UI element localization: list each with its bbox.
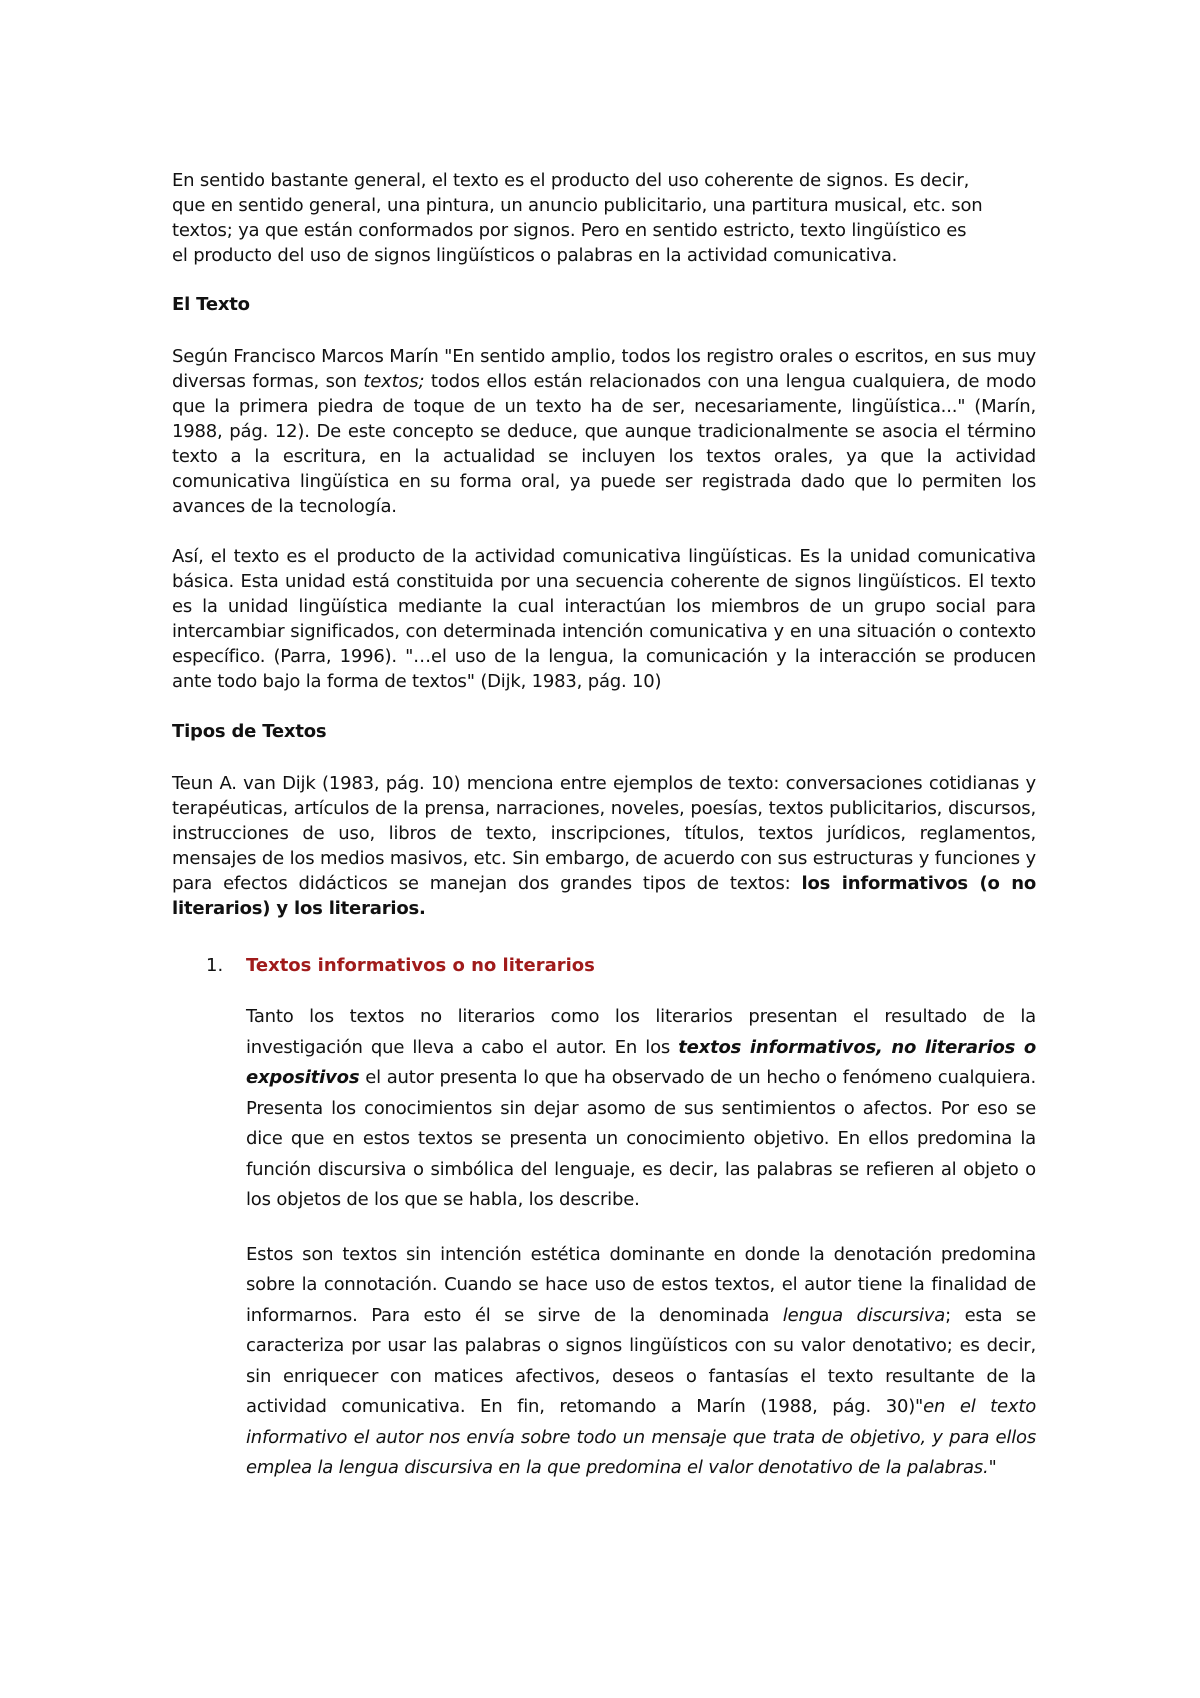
informativos-paragraph-2 xyxy=(246,1240,1036,1484)
heading-tipos-de-textos: Tipos de Textos xyxy=(172,721,327,742)
document-page xyxy=(172,168,1036,1484)
intro-paragraph xyxy=(172,168,1036,268)
list-number: 1. xyxy=(206,955,224,976)
marin-text-a: Según Francisco Marcos Marín "En sentido amplio, todos los registro orales o escritos, en sus muy diversas formas, son xyxy=(172,346,1036,392)
informativos-1-a: Tanto los textos no literarios como los literarios presentan el resultado de la investigación que lleva a cabo el autor. En los xyxy=(246,1006,1036,1058)
van-dijk-paragraph xyxy=(172,771,1036,921)
intro-line-2: que en sentido general, una pintura, un anuncio publicitario, una partitura musical, etc. son xyxy=(172,195,983,216)
asi-paragraph: Así, el texto es el producto de la actividad comunicativa lingüísticas. Es la unidad comunicativa básica. Esta unidad está constituida por una secuencia coherente de signos lingüísticos. El texto es la unidad lingüística mediante la cual interactúan los miembros de un grupo social para intercambiar significados, con determinada intención comunicativa y en una situación o contexto específico. (Parra, 1996). "…el uso de la lengua, la comunicación y la interacción se producen ante todo bajo la forma de textos" (Dijk, 1983, pág. 10) xyxy=(172,546,1036,692)
informativos-2-italic-2: en el texto informativo el autor nos envía sobre todo un mensaje que trata de objetivo, y para ellos emplea la lengua discursiva en la que predomina el valor denotativo de la palabras. xyxy=(246,1396,1037,1478)
list-title-informativos: Textos informativos o no literarios xyxy=(246,955,595,976)
informativos-1-bold-italic: textos informativos, no literarios o expositivos xyxy=(246,1036,1036,1088)
van-dijk-text: Teun A. van Dijk (1983, pág. 10) menciona entre ejemplos de texto: conversaciones cotidianas y terapéuticas, artículos de la prensa, narraciones, noveles, poesías, textos publicitarios, discursos, instrucciones de uso, libros de texto, inscripciones, títulos, textos jurídicos, reglamentos, mensajes de los medios masivos, etc. Sin embargo, de acuerdo con sus estructuras y funciones y para efectos didácticos se manejan dos grandes tipos de textos: xyxy=(172,773,1036,894)
informativos-2-a: Estos son textos sin intención estética dominante en donde la denotación predomina sobre la connotación. Cuando se hace uso de estos textos, el autor tiene la finalidad de informarnos. Para esto él se sirve de la denominada xyxy=(246,1243,1036,1326)
heading-el-texto: El Texto xyxy=(172,294,250,315)
marin-text-b: todos ellos están relacionados con una lengua cualquiera, de modo que la primera piedra de toque de un texto ha de ser, necesariamente, lingüística..." (Marín, 1988, pág. 12). De este concepto se deduce, que aunque tradicionalmente se asocia el término texto a la escritura, en la actualidad se incluyen los textos orales, ya que la actividad comunicativa lingüística en su forma oral, ya puede ser registrada dado que lo permiten los avances de la tecnología. xyxy=(172,371,1037,517)
informativos-body xyxy=(246,1002,1036,1484)
informativos-paragraph-1 xyxy=(246,1002,1036,1216)
marin-paragraph xyxy=(172,344,1036,519)
intro-line-3: textos; ya que están conformados por signos. Pero en sentido estricto, texto lingüístico es xyxy=(172,220,967,241)
intro-line-1: En sentido bastante general, el texto es el producto del uso coherente de signos. Es decir, xyxy=(172,170,970,191)
informativos-2-italic-1: lengua discursiva xyxy=(782,1304,946,1326)
marin-italic: textos; xyxy=(363,371,425,392)
van-dijk-bold: los informativos (o no literarios) y los literarios. xyxy=(172,873,1036,919)
list-item-informativos xyxy=(172,953,1036,978)
informativos-2-b: ; esta se caracteriza por usar las palabras o signos lingüísticos con su valor denotativo; es decir, sin enriquecer con matices afectivos, deseos o fantasías el texto resultante de la actividad comunicativa. En fin, retomando a Marín (1988, pág. 30)" xyxy=(246,1304,1036,1417)
intro-line-4: el producto del uso de signos lingüísticos o palabras en la actividad comunicativa. xyxy=(172,245,898,266)
informativos-1-b: el autor presenta lo que ha observado de un hecho o fenómeno cualquiera. Presenta los conocimientos sin dejar asomo de sus sentimientos o afectos. Por eso se dice que en estos textos se presenta un conocimiento objetivo. En ellos predomina la función discursiva o simbólica del lenguaje, es decir, las palabras se refieren al objeto o los objetos de los que se habla, los describe. xyxy=(246,1067,1036,1210)
informativos-2-c: " xyxy=(988,1457,997,1478)
